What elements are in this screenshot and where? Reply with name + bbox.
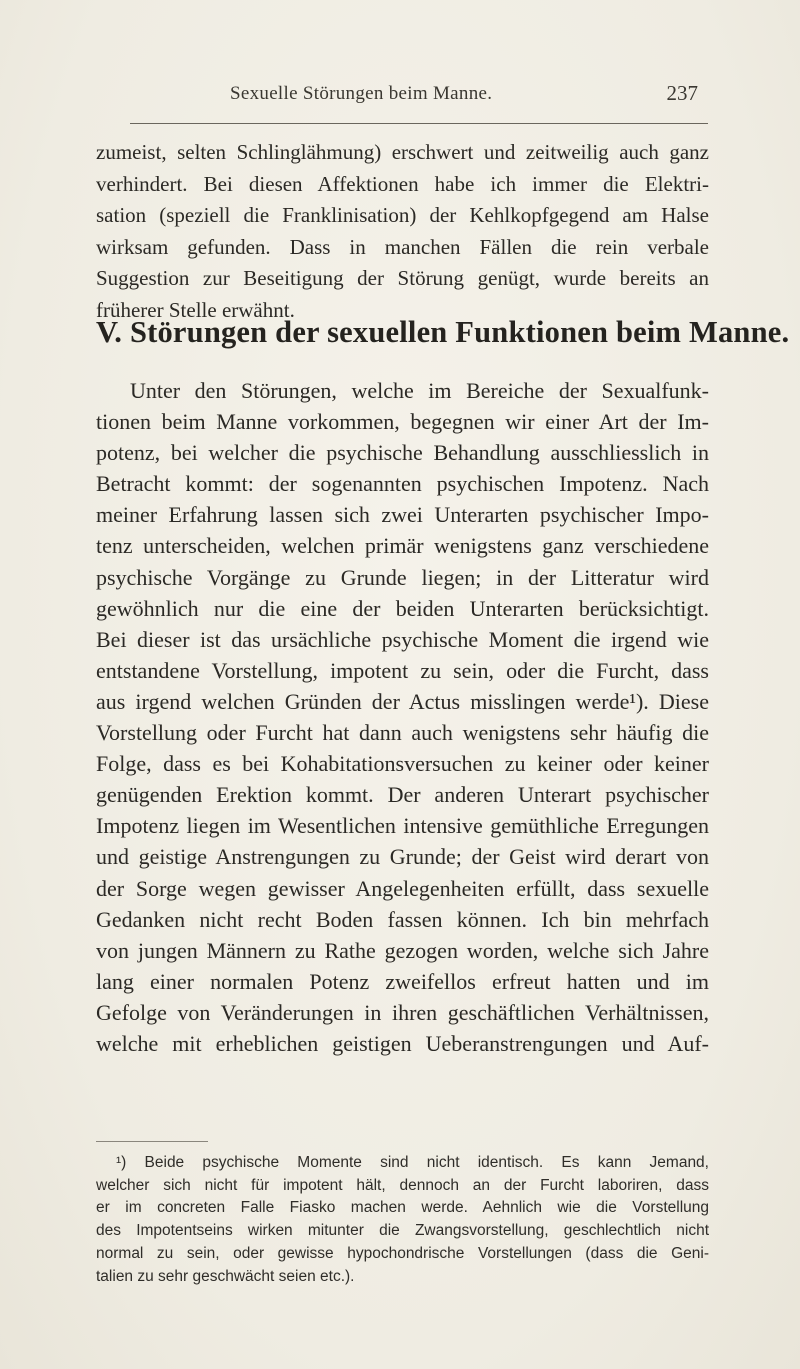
text-line: welche mit erheblichen geistigen Ueberanstrengungen und Auf- [96,1030,709,1056]
text-line: sation (speziell die Franklinisation) der Kehlkopfgegend am Halse [96,203,709,228]
text-line: Vorstellung oder Furcht hat dann auch wenigstens sehr häufig die [96,720,709,746]
text-line: Unter den Störungen, welche im Bereiche der Sexualfunk- [130,378,709,403]
footnote-line: ¹) Beide psychische Momente sind nicht identisch. Es kann Jemand, [116,1154,709,1171]
running-title: Sexuelle Störungen beim Manne. [230,83,493,104]
footnote-rule [96,1141,208,1142]
text-line: Folge, dass es bei Kohabitationsversuchen zu keiner oder keiner [96,751,709,777]
footnote-line: er im concreten Falle Fiasko machen werde. Aehnlich wie die Vorstellung [96,1199,709,1217]
text-line: genügenden Erektion kommt. Der anderen Unterart psychischer [96,782,709,808]
text-line: verhindert. Bei diesen Affektionen habe ich immer die Elektri- [96,171,709,196]
intro-paragraph [96,137,709,327]
text-line: entstandene Vorstellung, impotent zu sein, oder die Furcht, dass [96,657,709,683]
text-line: Gedanken nicht recht Boden fassen können. Ich bin mehrfach [96,906,709,932]
text-line: der Sorge wegen gewisser Angelegenheiten erfüllt, dass sexuelle [96,875,709,901]
text-line: wirksam gefunden. Dass in manchen Fällen die rein verbale [96,234,709,259]
text-line: Betracht kommt: der sogenannten psychischen Impotenz. Nach [96,471,709,497]
body-paragraph [96,375,709,1059]
section-heading: V. Störungen der sexuellen Funktionen beim Manne. [96,315,790,349]
text-line: psychische Vorgänge zu Grunde liegen; in der Litteratur wird [96,564,709,590]
text-line: Suggestion zur Beseitigung der Störung genügt, wurde bereits an [96,266,709,291]
text-line: früherer Stelle erwähnt. [96,297,295,322]
header-rule [130,123,708,124]
text-line: aus irgend welchen Gründen der Actus misslingen werde¹). Diese [96,688,709,714]
text-line: und geistige Anstrengungen zu Grunde; der Geist wird derart von [96,844,709,870]
text-line: Bei dieser ist das ursächliche psychische Moment die irgend wie [96,626,709,652]
text-line: tenz unterscheiden, welchen primär wenigstens ganz verschiedene [96,533,709,559]
footnote-line: des Impotentseins wirken mitunter die Zwangsvorstellung, geschlechtlich nicht [96,1222,709,1240]
text-line: potenz, bei welcher die psychische Behandlung ausschliesslich in [96,440,709,466]
text-line: Impotenz liegen im Wesentlichen intensive gemüthliche Erregungen [96,813,709,839]
text-line: von jungen Männern zu Rathe gezogen worden, welche sich Jahre [96,937,709,963]
text-line: lang einer normalen Potenz zweifellos erfreut hatten und im [96,968,709,994]
text-line: tionen beim Manne vorkommen, begegnen wir einer Art der Im- [96,409,709,435]
footnote-line: normal zu sein, oder gewisse hypochondrische Vorstellungen (dass die Geni- [96,1244,709,1262]
page-header [208,83,698,123]
text-line: gewöhnlich nur die eine der beiden Unterarten berücksichtigt. [96,595,709,621]
footnote-line: welcher sich nicht für impotent hält, dennoch an der Furcht laboriren, dass [96,1176,709,1194]
text-line: Gefolge von Veränderungen in ihren geschäftlichen Verhältnissen, [96,999,709,1025]
footnote-line: talien zu sehr geschwächt seien etc.). [96,1267,355,1285]
text-line: meiner Erfahrung lassen sich zwei Unterarten psychischer Impo- [96,502,709,528]
footnote [96,1152,709,1288]
page-number: 237 [666,81,698,105]
text-line: zumeist, selten Schlinglähmung) erschwert und zeitweilig auch ganz [96,140,709,164]
